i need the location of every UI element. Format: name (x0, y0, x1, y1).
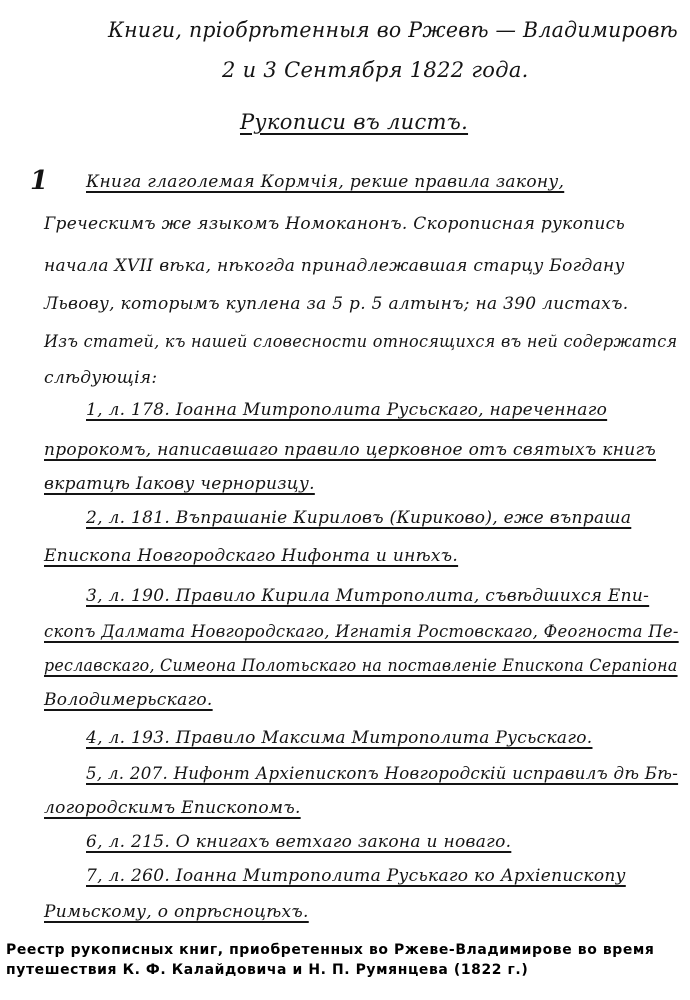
manuscript-line-7: 1, л. 178. Іоанна Митрополита Русьскаго, нареченнаго (86, 400, 608, 420)
manuscript-line-2: Греческимъ же языкомъ Номоканонъ. Скорописная рукопись (44, 214, 626, 234)
manuscript-title-line-1: Книги, пріобрѣтенныя во Ржевѣ — Владимировѣ (108, 18, 678, 42)
manuscript-line-13: скопъ Далмата Новгородскаго, Игнатія Ростовскаго, Феогноста Пе- (44, 622, 679, 642)
manuscript-line-4: Львову, которымъ куплена за 5 р. 5 алтынъ; на 390 листахъ. (44, 294, 629, 314)
figure-caption (6, 940, 686, 980)
manuscript-line-10: 2, л. 181. Въпрашаніе Кириловъ (Кириково), еже въпраша (86, 508, 632, 528)
manuscript-line-5: Изъ статей, къ нашей словесности относящихся въ ней содержатся (44, 332, 678, 352)
manuscript-section-heading: Рукописи въ листъ. (240, 110, 469, 134)
manuscript-line-14: реславскаго, Симеона Полотьскаго на поставленіе Епископа Серапіона (44, 656, 678, 676)
manuscript-line-21: Римьскому, о опрѣсноцѣхъ. (44, 902, 309, 922)
manuscript-title-line-2: 2 и 3 Сентября 1822 года. (222, 58, 529, 82)
manuscript-line-8: пророкомъ, написавшаго правило церковное отъ святыхъ книгъ (44, 440, 656, 460)
manuscript-line-11: Епископа Новгородскаго Нифонта и инѣхъ. (44, 546, 459, 566)
manuscript-line-3: начала XVII вѣка, нѣкогда принадлежавшая старцу Богдану (44, 256, 625, 276)
manuscript-line-1: Книга глаголемая Кормчія, рекше правила закону, (86, 172, 565, 192)
manuscript-line-9: вкратцѣ Іакову черноризцу. (44, 474, 315, 494)
manuscript-line-19: 6, л. 215. О книгахъ ветхаго закона и новаго. (86, 832, 512, 852)
entry-number: 1 (30, 166, 49, 196)
manuscript-line-12: 3, л. 190. Правило Кирила Митрополита, съвѣдшихся Епи- (86, 586, 650, 606)
manuscript-line-15: Володимерьскаго. (44, 690, 213, 710)
manuscript-line-20: 7, л. 260. Іоанна Митрополита Руськаго ко Архіепископу (86, 866, 626, 886)
manuscript-line-16: 4, л. 193. Правило Максима Митрополита Русьскаго. (86, 728, 593, 748)
caption-line-1: Реестр рукописных книг, приобретенных во Ржеве-Владимирове во время (6, 942, 655, 958)
caption-line-2: путешествия К. Ф. Калайдовича и Н. П. Румянцева (1822 г.) (6, 962, 529, 978)
manuscript-line-17: 5, л. 207. Нифонт Архіепископъ Новгородскій исправилъ дѣ Бѣ- (86, 764, 679, 784)
manuscript-line-6: слѣдующія: (44, 368, 158, 388)
manuscript-line-18: логородскимъ Епископомъ. (44, 798, 301, 818)
